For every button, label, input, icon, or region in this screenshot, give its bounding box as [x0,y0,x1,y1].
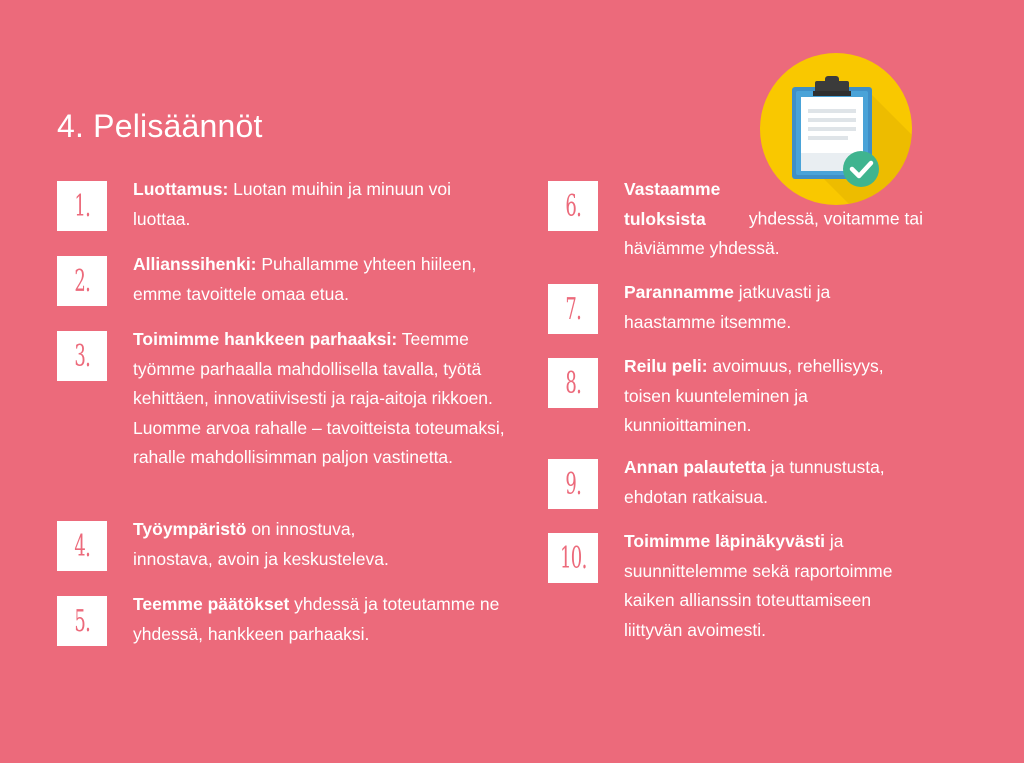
rule-text [133,590,528,649]
rule-body: jatkuvasti ja haastamme itsemme. [624,282,831,332]
rule-text [624,527,934,645]
rule-body: yhdessä ja toteutamme ne yhdessä, hankkeen parhaaksi. [133,594,500,644]
rule-item-3 [57,331,528,473]
rule-heading: Vastaamme tuloksista [624,179,721,229]
rule-body: ja tunnustusta, ehdotan ratkaisua. [624,457,885,507]
rule-text [133,325,528,473]
rule-number-badge: 10. [548,533,598,583]
rule-heading: Allianssihenki: [133,254,257,274]
rule-body: on innostuva, innostava, avoin ja keskusteleva. [133,519,389,569]
rule-number-badge: 4. [57,521,107,571]
rule-number-badge: 2. [57,256,107,306]
rule-number-badge: 3. [57,331,107,381]
rule-item-5 [57,596,528,649]
rule-heading: Teemme päätökset [133,594,290,614]
rule-item-9 [548,459,924,512]
rule-heading: Parannamme [624,282,734,302]
rule-number-badge: 6. [548,181,598,231]
rule-text [624,175,924,264]
page-title: 4. Pelisäännöt [57,108,263,144]
rule-number-badge: 8. [548,358,598,408]
rule-body: Teemme työmme parhaalla mahdollisella tavalla, työtä kehittäen, innovatiivisesti ja raja-aitoja rikkoen. Luomme arvoa rahalle – tavoitteista toteumaksi, rahalle mahdollisimman paljon vastinetta. [133,329,505,467]
rule-item-8 [548,358,924,441]
rule-item-4 [57,521,433,574]
rule-item-7 [548,284,864,337]
rule-heading: Reilu peli: [624,356,708,376]
rule-number-badge: 1. [57,181,107,231]
rule-text [624,352,924,441]
rule-item-2 [57,256,523,309]
rule-text [133,250,523,309]
rule-text [624,278,864,337]
rule-text [624,453,924,512]
rule-item-6 [548,181,924,264]
rule-heading: Luottamus: [133,179,229,199]
rule-text [133,175,513,234]
rule-heading: Annan palautetta [624,457,766,477]
rule-body: Puhallamme yhteen hiileen, emme tavoittele omaa etua. [133,254,477,304]
rule-body: avoimuus, rehellisyys, toisen kuunteleminen ja kunnioittaminen. [624,356,884,435]
rule-item-10 [548,533,934,645]
rule-item-1 [57,181,513,234]
rule-body: yhdessä, voitamme tai häviämme yhdessä. [624,208,923,258]
rule-body: Luotan muihin ja minuun voi luottaa. [133,179,452,229]
rule-number-badge: 7. [548,284,598,334]
rule-heading: Työympäristö [133,519,247,539]
rule-number-badge: 5. [57,596,107,646]
rule-body: ja suunnittelemme sekä raportoimme kaiken allianssin toteuttamiseen liittyvän avoimesti. [624,531,893,640]
rule-heading: Toimimme hankkeen parhaaksi: [133,329,398,349]
rule-text [133,515,433,574]
rule-number-badge: 9. [548,459,598,509]
rule-heading: Toimimme läpinäkyvästi [624,531,826,551]
